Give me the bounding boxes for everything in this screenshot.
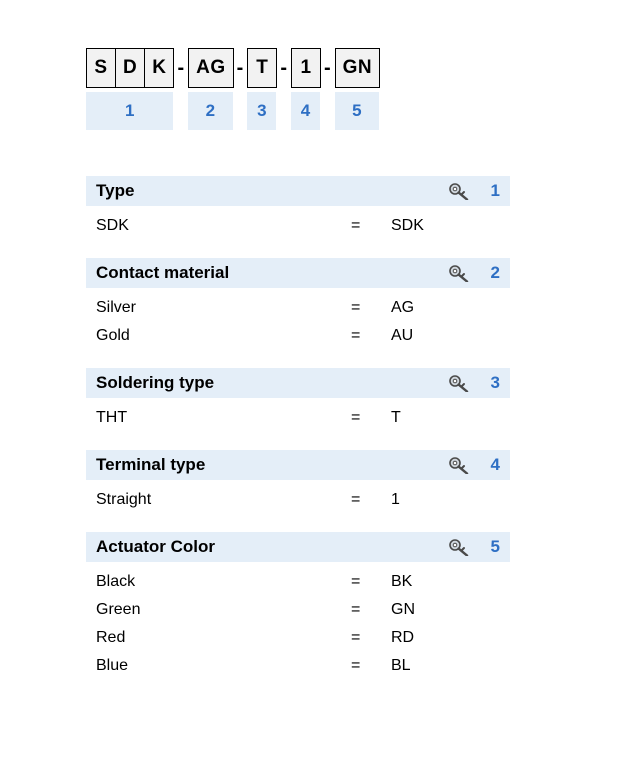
option-row[interactable] (86, 404, 510, 432)
equals-sign: = (351, 629, 361, 646)
code-boxes (335, 48, 380, 88)
option-block-number: 3 (490, 373, 500, 392)
option-row[interactable] (86, 322, 510, 350)
code-box[interactable]: D (115, 48, 145, 88)
equals-sign: = (351, 299, 361, 316)
code-boxes (86, 48, 173, 88)
option-block-number: 2 (490, 263, 500, 282)
option-code: SDK (391, 217, 424, 234)
option-name: Gold (96, 327, 130, 344)
equals-sign: = (351, 657, 361, 674)
code-group-5 (335, 48, 380, 130)
equals-sign: = (351, 217, 361, 234)
code-boxes (247, 48, 276, 88)
code-index-label: 3 (247, 92, 276, 130)
option-tables (86, 176, 510, 698)
code-box[interactable]: T (247, 48, 277, 88)
code-box[interactable]: K (144, 48, 174, 88)
option-row[interactable] (86, 652, 510, 680)
option-block-header (86, 176, 510, 206)
option-row[interactable] (86, 596, 510, 624)
code-boxes (188, 48, 233, 88)
option-name: Silver (96, 299, 137, 316)
equals-sign: = (351, 573, 361, 590)
key-icon[interactable] (446, 537, 472, 557)
key-icon[interactable] (446, 263, 472, 283)
option-code: AU (391, 327, 414, 344)
option-code: BK (391, 573, 413, 590)
option-block-title: Actuator Color (96, 537, 215, 556)
option-block (86, 368, 510, 432)
option-row[interactable] (86, 486, 510, 514)
option-block (86, 450, 510, 514)
option-block (86, 532, 510, 680)
option-name: Red (96, 629, 126, 646)
code-group-1 (86, 48, 173, 130)
code-index-label: 5 (335, 92, 380, 130)
code-group-4 (291, 48, 320, 130)
option-row[interactable] (86, 568, 510, 596)
option-name: SDK (96, 217, 129, 234)
code-index-label: 1 (86, 92, 173, 130)
option-code: 1 (391, 491, 400, 508)
code-box[interactable]: GN (335, 48, 381, 88)
code-index-label: 2 (188, 92, 233, 130)
option-code: GN (391, 601, 415, 618)
option-block-header (86, 532, 510, 562)
option-code: T (391, 409, 401, 426)
code-box[interactable]: 1 (291, 48, 321, 88)
equals-sign: = (351, 327, 361, 344)
option-name: Straight (96, 491, 152, 508)
part-number-code-builder (86, 48, 379, 130)
equals-sign: = (351, 409, 361, 426)
option-block-number: 1 (490, 181, 500, 200)
option-name: THT (96, 409, 128, 426)
option-block-header (86, 368, 510, 398)
option-block-header (86, 450, 510, 480)
code-separator: - (280, 57, 287, 79)
option-code: AG (391, 299, 415, 316)
code-separator: - (323, 57, 331, 79)
code-box[interactable]: AG (188, 48, 234, 88)
key-icon[interactable] (446, 455, 472, 475)
code-box[interactable]: S (86, 48, 116, 88)
option-name: Black (96, 573, 136, 590)
option-row[interactable] (86, 212, 510, 240)
code-group-3 (247, 48, 276, 130)
option-row[interactable] (86, 294, 510, 322)
option-block-number: 4 (490, 455, 500, 474)
option-code: RD (391, 629, 415, 646)
option-block-header (86, 258, 510, 288)
equals-sign: = (351, 491, 361, 508)
option-block-title: Type (96, 181, 135, 200)
option-block-title: Soldering type (96, 373, 215, 392)
code-index-label: 4 (291, 92, 320, 130)
option-name: Green (96, 601, 141, 618)
key-icon[interactable] (446, 181, 472, 201)
code-boxes (291, 48, 320, 88)
code-group-2 (188, 48, 233, 130)
code-separator: - (177, 57, 185, 79)
option-block (86, 258, 510, 350)
option-block (86, 176, 510, 240)
key-icon[interactable] (446, 373, 472, 393)
code-separator: - (236, 57, 244, 79)
option-block-title: Contact material (96, 263, 230, 282)
option-code: BL (391, 657, 411, 674)
option-row[interactable] (86, 624, 510, 652)
option-block-title: Terminal type (96, 455, 206, 474)
option-name: Blue (96, 657, 129, 674)
equals-sign: = (351, 601, 361, 618)
option-block-number: 5 (490, 537, 500, 556)
